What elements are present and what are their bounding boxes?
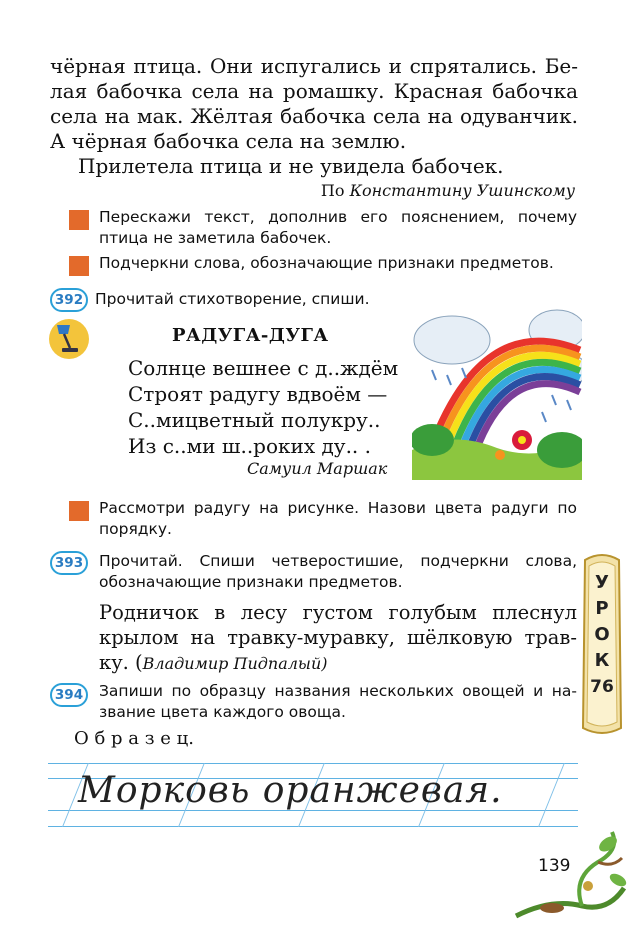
poem-title: РАДУГА-ДУГА: [172, 325, 329, 346]
sample-label: О б р а з е ц.: [74, 728, 194, 749]
ex394-instruction-line1: Запиши по образцу названия нескольких овощей и на-: [99, 682, 577, 700]
ex393-text-line2: крылом на травку-муравку, шёлковую трав-: [99, 626, 577, 649]
desk-lamp-icon: [48, 318, 90, 360]
task-rainbow-line1: Рассмотри радугу на рисунке. Назови цвета радуги по: [99, 499, 577, 517]
task-rainbow-line2: порядку.: [99, 520, 172, 538]
ex393-author: Владимир Пидпалый): [142, 654, 328, 673]
exercise-number-badge: 393: [50, 551, 88, 575]
lesson-letter: Р: [595, 598, 609, 619]
ex394-instruction-line2: звание цвета каждого овоща.: [99, 703, 346, 721]
exercise-number-badge: 394: [50, 683, 88, 707]
story-author: [321, 181, 575, 200]
task-retell-line1: Перескажи текст, дополнив его пояснением, почему: [99, 208, 577, 226]
author-prefix: По: [320, 181, 345, 200]
page-number: 139: [538, 856, 571, 876]
poem-author-name: Самуил Маршак: [247, 459, 388, 478]
lesson-number: 76: [590, 677, 614, 697]
poem-line-1: Солнце вешнее с д..ждём: [128, 356, 399, 380]
poem-line-3: С..мицветный полукру..: [128, 408, 381, 432]
lesson-letter: У: [595, 572, 609, 593]
story-line-3: села на мак. Жёлтая бабочка села на одуванчик.: [50, 104, 578, 128]
story-line-4: А чёрная бабочка села на землю.: [50, 129, 407, 153]
ex392-instruction: Прочитай стихотворение, спиши.: [95, 290, 370, 308]
lesson-letter: О: [594, 624, 610, 645]
exercise-number-badge: 392: [50, 288, 88, 312]
lesson-tab: [579, 550, 625, 738]
story-line-1: чёрная птица. Они испугались и спрятались. Бе-: [50, 54, 578, 78]
ex393-text-line3: [99, 650, 577, 676]
poem-line-4: Из с..ми ш..роких ду.. .: [128, 434, 371, 458]
ex394-instruction: [99, 681, 577, 723]
ex393-instruction-line1: Прочитай. Спиши четверостишие, подчеркни слова,: [99, 552, 577, 570]
task-marker: [69, 256, 89, 276]
ex393-instruction-line2: обозначающие признаки предметов.: [99, 573, 403, 591]
ex393-instruction: [99, 551, 577, 593]
leaf-ornament-icon: [512, 828, 628, 924]
ex393-text: [99, 600, 577, 676]
poem-line-2: Строят радугу вдвоём —: [128, 382, 388, 406]
task-rainbow: [99, 498, 577, 540]
lesson-letter: К: [594, 650, 610, 671]
story-final-line: Прилетела птица и не увидела бабочек.: [78, 154, 504, 178]
poem-author: [247, 459, 387, 478]
task-retell-line2: птица не заметила бабочек.: [99, 229, 332, 247]
ex393-text-line3-start: ку. (: [99, 651, 143, 674]
rainbow-illustration: [412, 300, 582, 480]
task-marker: [69, 210, 89, 230]
ex393-text-line1: Родничок в лесу густом голубым плеснул: [99, 601, 577, 624]
author-name: Константину Ушинскому: [349, 181, 575, 200]
story-line-2: лая бабочка села на ромашку. Красная бабочка: [50, 79, 578, 103]
task-underline: Подчеркни слова, обозначающие признаки предметов.: [99, 254, 554, 272]
task-marker: [69, 501, 89, 521]
handwriting-sample: Морковь оранжевая.: [78, 770, 503, 811]
task-retell: [99, 207, 577, 249]
